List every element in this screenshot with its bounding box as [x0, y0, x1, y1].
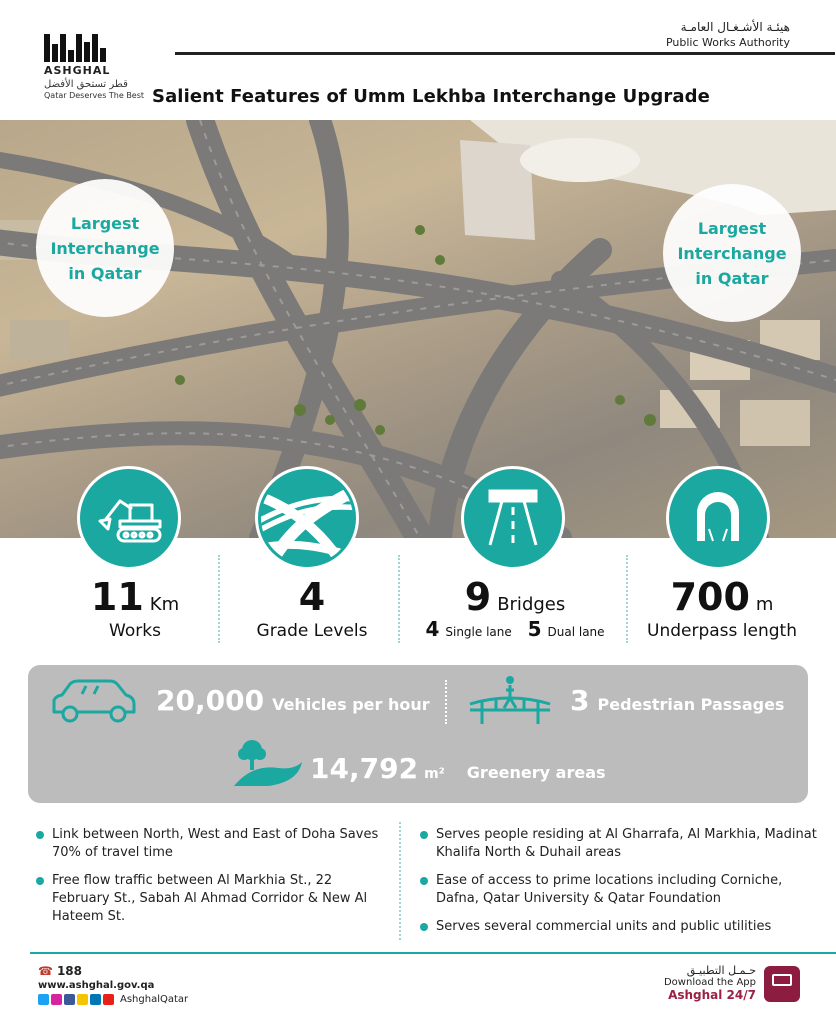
logo-latin-text: ASHGHAL: [44, 64, 111, 77]
vehicles-stat: [156, 684, 430, 717]
app-name: Ashghal 24/7: [668, 988, 756, 1002]
app-download[interactable]: [664, 964, 756, 1002]
stat-divider: [398, 555, 400, 643]
grade-levels-icon: [255, 466, 359, 570]
snapchat-icon[interactable]: [77, 994, 88, 1005]
social-links: [38, 994, 188, 1005]
badge-left-line-1: Largest: [70, 213, 140, 233]
phone-contact[interactable]: [38, 964, 82, 978]
logo-arabic-text: قطر تستحق الأفضل: [44, 79, 128, 90]
page-title: Salient Features of Umm Lekhba Interchange Upgrade: [152, 86, 710, 107]
benefits-list-left: [36, 826, 391, 936]
dual-lane-label: Dual lane: [547, 625, 605, 639]
website-link[interactable]: www.ashghal.gov.qa: [38, 980, 155, 991]
badge-right-line-3: in Qatar: [695, 268, 769, 288]
badge-left-line-3: in Qatar: [68, 263, 142, 283]
works-stat: [60, 575, 210, 641]
grade-levels-stat: [232, 575, 392, 641]
phone-number: 188: [56, 964, 83, 978]
grade-levels-value: 4: [298, 575, 326, 619]
panel-divider: [445, 680, 447, 724]
pedestrian-stat: [570, 684, 784, 717]
works-label: Works: [109, 621, 161, 641]
grade-levels-label: Grade Levels: [256, 621, 368, 641]
list-item: Link between North, West and East of Doha Saves 70% of travel time: [36, 826, 391, 862]
ashghal-logo-mark-icon: [44, 34, 174, 62]
footer-divider: [30, 952, 836, 954]
single-lane-label: Single lane: [445, 625, 512, 639]
largest-interchange-badge-left: [36, 179, 174, 317]
greenery-unit: m²: [424, 766, 445, 782]
bridges-unit: Bridges: [497, 594, 566, 615]
bridges-value: 9: [464, 575, 492, 619]
authority-name: [666, 20, 790, 49]
twitter-icon[interactable]: [38, 994, 49, 1005]
vehicles-label: Vehicles per hour: [272, 695, 430, 714]
excavator-icon: [77, 466, 181, 570]
ashghal-app-icon[interactable]: [764, 966, 800, 1002]
linkedin-icon[interactable]: [90, 994, 101, 1005]
app-download-arabic: حـمـل التطبيـق: [686, 964, 756, 977]
pedestrian-label: Pedestrian Passages: [597, 695, 785, 714]
bullets-divider: [399, 822, 401, 940]
works-unit: Km: [149, 594, 180, 615]
benefits-list-right: [420, 826, 820, 946]
header-divider: [175, 52, 835, 55]
badge-right-line-2: Interchange: [677, 243, 787, 263]
list-item: Ease of access to prime locations including Corniche, Dafna, Qatar University & Qatar Foundation: [420, 872, 820, 908]
instagram-icon[interactable]: [51, 994, 62, 1005]
largest-interchange-badge-right: [663, 184, 801, 322]
list-item: Free flow traffic between Al Markhia St., 22 February St., Sabah Al Ahmad Corridor & New Al Hateem St.: [36, 872, 391, 926]
highway-icon: [461, 466, 565, 570]
facebook-icon[interactable]: [64, 994, 75, 1005]
social-handle: AshghalQatar: [120, 994, 189, 1005]
underpass-stat: [632, 575, 812, 641]
badge-left-line-2: Interchange: [50, 238, 160, 258]
stat-divider: [218, 555, 220, 643]
pedestrian-bridge-icon: [468, 674, 552, 726]
greenery-icon: [232, 738, 304, 788]
header: [0, 0, 836, 120]
bridges-stat: [410, 575, 620, 641]
phone-icon: ☎: [38, 964, 53, 978]
dual-lane-count: 5: [527, 617, 542, 641]
logo-tagline: Qatar Deserves The Best: [44, 91, 145, 100]
list-item: Serves several commercial units and public utilities: [420, 918, 820, 936]
single-lane-count: 4: [425, 617, 440, 641]
vehicles-value: 20,000: [156, 684, 265, 717]
underpass-label: Underpass length: [647, 621, 797, 641]
list-item: Serves people residing at Al Gharrafa, Al Markhia, Madinat Khalifa North & Duhail areas: [420, 826, 820, 862]
app-download-english: Download the App: [663, 977, 756, 988]
stat-divider: [626, 555, 628, 643]
works-value: 11: [90, 575, 144, 619]
authority-name-english: Public Works Authority: [665, 36, 790, 49]
underpass-unit: m: [755, 594, 774, 615]
greenery-label: Greenery areas: [466, 763, 606, 782]
youtube-icon[interactable]: [103, 994, 114, 1005]
car-icon: [48, 678, 138, 724]
pedestrian-value: 3: [570, 684, 590, 717]
underpass-value: 700: [670, 575, 750, 619]
greenery-stat: [310, 752, 606, 785]
authority-name-arabic: هيئـة الأشـغـال العامـة: [680, 20, 790, 34]
greenery-value: 14,792: [310, 752, 419, 785]
badge-right-line-1: Largest: [697, 218, 767, 238]
tunnel-icon: [666, 466, 770, 570]
